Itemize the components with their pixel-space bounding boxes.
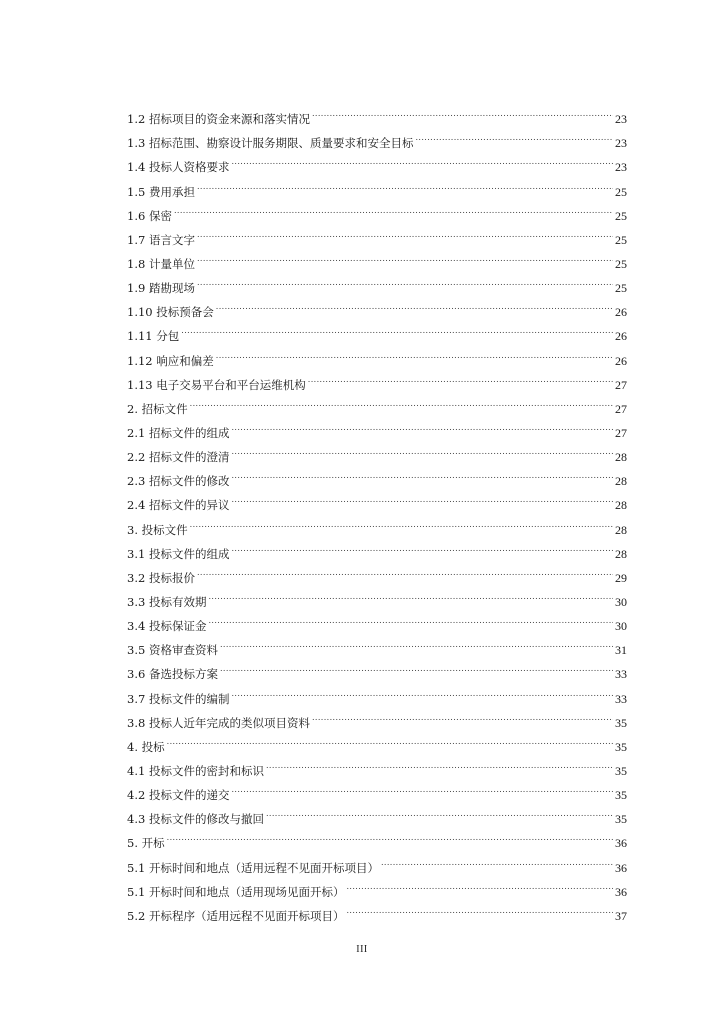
toc-entry[interactable] [127, 220, 627, 247]
toc-entry-title: 4.1 投标文件的密封和标识 [127, 763, 264, 778]
toc-entry-page: 28 [615, 546, 627, 561]
toc-dot-leader [312, 99, 613, 123]
toc-entry-title: 5. 开标 [127, 836, 165, 851]
toc-entry-page: 35 [615, 763, 627, 778]
toc-entry-title: 2.2 招标文件的澄清 [127, 450, 230, 465]
toc-entry-title: 3.6 备选投标方案 [127, 667, 218, 682]
toc-entry-page: 25 [615, 184, 627, 199]
toc-entry-page: 33 [615, 691, 627, 706]
toc-dot-leader [231, 775, 613, 799]
toc-entry-page: 25 [615, 256, 627, 271]
toc-entry-page: 25 [615, 232, 627, 247]
toc-dot-leader [197, 171, 613, 195]
toc-entry[interactable] [127, 389, 627, 416]
toc-entry-title: 5.1 开标时间和地点（适用远程不见面开标项目） [127, 860, 379, 875]
toc-entry-title: 2. 招标文件 [127, 401, 188, 416]
toc-entry-title: 1.11 分包 [127, 329, 180, 344]
toc-entry-page: 27 [615, 377, 627, 392]
toc-dot-leader [208, 606, 613, 630]
toc-entry-title: 3.4 投标保证金 [127, 619, 207, 634]
toc-entry-title: 2.3 招标文件的修改 [127, 474, 230, 489]
toc-entry-page: 25 [615, 208, 627, 223]
toc-dot-leader [231, 147, 613, 171]
toc-dot-leader [231, 678, 613, 702]
toc-entry-title: 1.13 电子交易平台和平台运维机构 [127, 377, 306, 392]
toc-entry-title: 1.4 投标人资格要求 [127, 160, 230, 175]
toc-dot-leader [190, 389, 613, 413]
toc-entry-page: 28 [615, 498, 627, 513]
toc-dot-leader [197, 244, 613, 268]
toc-entry-page: 36 [615, 860, 627, 875]
toc-entry[interactable] [127, 534, 627, 561]
toc-entry-title: 5.1 开标时间和地点（适用现场见面开标） [127, 884, 345, 899]
toc-entry[interactable] [127, 340, 627, 368]
toc-dot-leader [231, 437, 613, 461]
toc-entry-page: 36 [615, 884, 627, 899]
toc-dot-leader [231, 461, 613, 485]
toc-dot-leader [231, 413, 613, 437]
toc-dot-leader [197, 220, 613, 244]
toc-entry[interactable] [127, 727, 627, 754]
toc-entry-title: 1.7 语言文字 [127, 232, 195, 247]
toc-entry-title: 3.3 投标有效期 [127, 594, 207, 609]
toc-entry-page: 35 [615, 812, 627, 827]
toc-dot-leader [190, 509, 613, 533]
toc-entry[interactable] [127, 509, 627, 537]
toc-entry-title: 1.6 保密 [127, 208, 172, 223]
toc-entry[interactable] [127, 244, 627, 271]
toc-entry-page: 37 [615, 908, 627, 923]
toc-entry-title: 1.8 计量单位 [127, 256, 195, 271]
toc-entry-page: 26 [615, 353, 627, 368]
toc-entry-title: 1.3 招标范围、勘察设计服务期限、质量要求和安全目标 [127, 136, 414, 151]
toc-entry-title: 4.3 投标文件的修改与撤回 [127, 812, 264, 827]
toc-entry-page: 33 [615, 667, 627, 682]
toc-dot-leader [266, 751, 613, 775]
toc-entry[interactable] [127, 292, 627, 320]
toc-dot-leader [197, 268, 613, 292]
toc-dot-leader [167, 823, 613, 847]
toc-entry[interactable] [127, 196, 627, 223]
toc-entry[interactable] [127, 751, 627, 778]
toc-entry-page: 26 [615, 329, 627, 344]
toc-entry[interactable] [127, 413, 627, 440]
toc-entry-title: 3.1 投标文件的组成 [127, 546, 230, 561]
toc-dot-leader [220, 654, 613, 678]
toc-entry-title: 4.2 投标文件的递交 [127, 788, 230, 803]
toc-entry[interactable] [127, 99, 627, 127]
toc-entry[interactable] [127, 316, 627, 344]
toc-dot-leader [231, 534, 613, 558]
toc-entry-page: 23 [615, 136, 627, 151]
toc-entry-title: 1.12 响应和偏差 [127, 353, 214, 368]
toc-dot-leader [208, 582, 613, 606]
toc-entry-page: 28 [615, 474, 627, 489]
toc-entry[interactable] [127, 268, 627, 296]
toc-entry-title: 1.9 踏勘现场 [127, 281, 195, 296]
toc-dot-leader [415, 123, 613, 147]
toc-entry-title: 1.2 招标项目的资金来源和落实情况 [127, 112, 310, 127]
toc-entry-page: 35 [615, 715, 627, 730]
toc-entry[interactable] [127, 847, 627, 875]
toc-entry[interactable] [127, 582, 627, 609]
toc-entry-page: 29 [615, 570, 627, 585]
toc-dot-leader [381, 847, 613, 871]
toc-dot-leader [167, 727, 613, 751]
toc-entry-page: 23 [615, 112, 627, 127]
toc-entry-page: 30 [615, 619, 627, 634]
toc-entry-title: 3.8 投标人近年完成的类似项目资料 [127, 715, 310, 730]
toc-entry-page: 35 [615, 739, 627, 754]
toc-dot-leader [216, 292, 613, 316]
toc-entry-page: 25 [615, 281, 627, 296]
page-number: III [356, 944, 368, 955]
toc-dot-leader [312, 703, 613, 727]
toc-entry-title: 3.7 投标文件的编制 [127, 691, 230, 706]
toc-entry-title: 3. 投标文件 [127, 522, 188, 537]
toc-dot-leader [266, 799, 613, 823]
toc-entry-page: 30 [615, 594, 627, 609]
toc-entry-page: 28 [615, 522, 627, 537]
toc-entry-page: 23 [615, 160, 627, 175]
toc-entry-title: 5.2 开标程序（适用远程不见面开标项目） [127, 908, 345, 923]
toc-entry-page: 31 [615, 643, 627, 658]
toc-entry-page: 28 [615, 450, 627, 465]
toc-entry-title: 4. 投标 [127, 739, 165, 754]
toc-entry-page: 27 [615, 425, 627, 440]
toc-entry-title: 1.5 费用承担 [127, 184, 195, 199]
table-of-contents [127, 99, 627, 923]
toc-dot-leader [308, 365, 613, 389]
toc-entry-title: 3.5 资格审查资料 [127, 643, 218, 658]
toc-dot-leader [197, 558, 613, 582]
toc-dot-leader [181, 316, 613, 340]
toc-entry[interactable] [127, 171, 627, 199]
toc-dot-leader [220, 630, 613, 654]
toc-entry-title: 3.2 投标报价 [127, 570, 195, 585]
toc-entry-page: 36 [615, 836, 627, 851]
toc-entry-title: 2.1 招标文件的组成 [127, 425, 230, 440]
toc-dot-leader [231, 485, 613, 509]
toc-entry-page: 26 [615, 305, 627, 320]
toc-entry-page: 35 [615, 788, 627, 803]
toc-entry-title: 1.10 投标预备会 [127, 305, 214, 320]
toc-dot-leader [346, 872, 613, 896]
toc-dot-leader [346, 896, 613, 920]
toc-dot-leader [174, 196, 613, 220]
toc-entry-page: 27 [615, 401, 627, 416]
toc-entry-title: 2.4 招标文件的异议 [127, 498, 230, 513]
toc-entry[interactable] [127, 558, 627, 585]
toc-dot-leader [216, 340, 613, 364]
toc-entry[interactable] [127, 823, 627, 851]
